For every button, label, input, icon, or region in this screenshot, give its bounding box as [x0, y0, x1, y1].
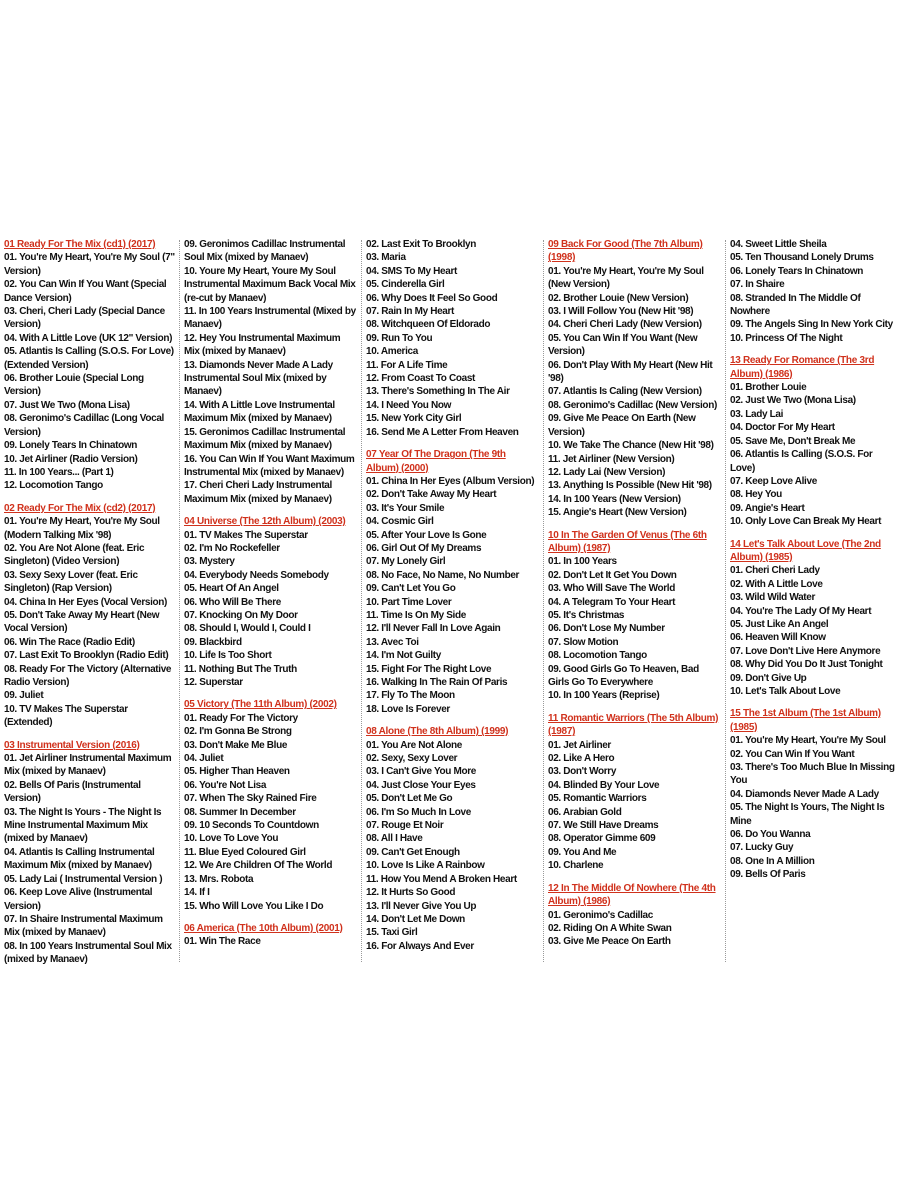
- track-item: 05. Don't Take Away My Heart (New Vocal Version): [4, 609, 160, 635]
- track-item: 06. Brother Louie (Special Long Version): [4, 373, 144, 398]
- track-item: 04. Juliet: [184, 753, 224, 765]
- track-item: 09. Don't Give Up: [730, 672, 807, 684]
- track-item: 10. Love To Love You: [184, 833, 279, 845]
- track-item: 05. Romantic Warriors: [548, 793, 647, 805]
- album-title: 14 Let's Talk About Love (The 2nd Album) (1985): [730, 538, 881, 563]
- track-item: 11. Blue Eyed Coloured Girl: [184, 846, 306, 858]
- track-item: 01. You're My Heart, You're My Soul: [730, 735, 886, 747]
- column-divider: [543, 240, 544, 962]
- track-item: 08. Hey You: [730, 489, 782, 501]
- track-item: 08. Locomotion Tango: [548, 650, 647, 662]
- track-item: 07. When The Sky Rained Fire: [184, 793, 317, 805]
- track-item: 14. In 100 Years (New Version): [548, 493, 681, 505]
- track-item: 06. Why Does It Feel So Good: [366, 292, 498, 304]
- album-block: [548, 712, 722, 873]
- track-item: 01. You're My Heart, You're My Soul (Modern Talking Mix '98): [4, 516, 160, 541]
- track-item: 05. Save Me, Don't Break Me: [730, 435, 856, 447]
- track-item: 14. With A Little Love Instrumental Maximum Mix (mixed by Manaev): [184, 399, 335, 425]
- track-item: 02. You Can Win If You Want (Special Dance Version): [4, 279, 167, 304]
- track-item: 02. Last Exit To Brooklyn: [366, 239, 476, 250]
- album-title: 02 Ready For The Mix (cd2) (2017): [4, 502, 156, 514]
- track-item: 02. With A Little Love: [730, 578, 823, 590]
- track-item: 09. Give Me Peace On Earth (New Version): [548, 413, 696, 438]
- track-item: 09. Angie's Heart: [730, 502, 805, 514]
- track-item: 13. There's Something In The Air: [366, 386, 510, 398]
- track-item: 08. Witchqueen Of Eldorado: [366, 319, 491, 331]
- track-item: 06. Girl Out Of My Dreams: [366, 542, 482, 554]
- track-item: 04. China In Her Eyes (Vocal Version): [4, 596, 168, 608]
- track-item: 17. Fly To The Moon: [366, 690, 455, 702]
- track-item: 09. 10 Seconds To Countdown: [184, 820, 319, 832]
- track-item: 10. Life Is Too Short: [184, 650, 272, 662]
- track-item: 08. Should I, Would I, Could I: [184, 623, 311, 635]
- track-item: 06. Keep Love Alive (Instrumental Version): [4, 887, 153, 912]
- track-item: 03. Don't Worry: [548, 766, 617, 778]
- column-divider: [179, 240, 180, 962]
- album-block: [4, 502, 176, 730]
- track-item: 08. Ready For The Victory (Alternative Radio Version): [4, 663, 172, 688]
- track-item: 13. Mrs. Robota: [184, 873, 254, 885]
- track-item: 09. Lonely Tears In Chinatown: [4, 440, 138, 452]
- track-item: 02. Bells Of Paris (Instrumental Version): [4, 779, 141, 805]
- track-item: 11. In 100 Years... (Part 1): [4, 466, 114, 478]
- track-item: 03. Maria: [366, 252, 406, 264]
- track-item: 08. Geronimo's Cadillac (New Version): [548, 399, 717, 411]
- album-block: [184, 698, 356, 913]
- album-block: [366, 448, 538, 716]
- track-item: 01. Geronimo's Cadillac: [548, 909, 653, 921]
- album-block: [730, 238, 898, 345]
- track-item: 12. From Coast To Coast: [366, 373, 476, 385]
- track-item: 02. Like A Hero: [548, 753, 615, 765]
- track-item: 01. You Are Not Alone: [366, 739, 462, 751]
- track-item: 06. I'm So Much In Love: [366, 806, 471, 818]
- track-item: 06. Arabian Gold: [548, 806, 622, 818]
- track-item: 18. Love Is Forever: [366, 703, 450, 715]
- album-title: 10 In The Garden Of Venus (The 6th Album) (1987): [548, 529, 707, 554]
- track-item: 07. Rouge Et Noir: [366, 820, 444, 832]
- track-item: 09. Can't Let You Go: [366, 583, 456, 595]
- track-item: 10. Only Love Can Break My Heart: [730, 516, 882, 528]
- column-2: [184, 238, 356, 968]
- track-item: 07. Rain In My Heart: [366, 306, 455, 318]
- track-item: 11. In 100 Years Instrumental (Mixed by Manaev): [184, 306, 356, 331]
- track-item: 04. Diamonds Never Made A Lady: [730, 788, 879, 800]
- track-item: 07. Knocking On My Door: [184, 609, 298, 621]
- track-item: 07. Love Don't Live Here Anymore: [730, 645, 881, 657]
- track-item: 12. Hey You Instrumental Maximum Mix (mixed by Manaev): [184, 332, 341, 358]
- track-item: 01. Ready For The Victory: [184, 712, 298, 724]
- track-item: 16. Send Me A Letter From Heaven: [366, 426, 519, 438]
- track-item: 04. SMS To My Heart: [366, 265, 457, 277]
- track-item: 15. New York City Girl: [366, 413, 462, 425]
- column-3: [366, 238, 538, 968]
- track-item: 03. There's Too Much Blue In Missing You: [730, 762, 895, 787]
- track-item: 09. Bells Of Paris: [730, 869, 806, 881]
- track-item: 05. You Can Win If You Want (New Version): [548, 332, 698, 358]
- track-item: 16. You Can Win If You Want Maximum Instrumental Mix (mixed by Manaev): [184, 453, 355, 478]
- track-item: 07. Just We Two (Mona Lisa): [4, 399, 130, 411]
- track-item: 04. Cosmic Girl: [366, 516, 434, 528]
- track-item: 03. Wild Wild Water: [730, 592, 816, 604]
- track-item: 08. All I Have: [366, 833, 423, 845]
- track-item: 07. Slow Motion: [548, 636, 619, 648]
- track-item: 06. Don't Lose My Number: [548, 623, 665, 635]
- track-item: 11. Time Is On My Side: [366, 609, 466, 621]
- track-item: 15. Geronimos Cadillac Instrumental Maximum Mix (mixed by Manaev): [184, 426, 346, 452]
- track-item: 14. I Need You Now: [366, 399, 452, 411]
- track-item: 12. Lady Lai (New Version): [548, 466, 666, 478]
- track-item: 14. Don't Let Me Down: [366, 913, 465, 925]
- track-item: 04. Just Close Your Eyes: [366, 779, 476, 791]
- track-item: 04. With A Little Love (UK 12" Version): [4, 332, 173, 344]
- track-item: 06. Who Will Be There: [184, 596, 282, 608]
- album-block: [548, 238, 722, 520]
- track-item: 13. Avec Toi: [366, 636, 419, 648]
- track-item: 05. It's Christmas: [548, 609, 625, 621]
- track-item: 10. Charlene: [548, 860, 604, 872]
- track-item: 10. We Take The Chance (New Hit '98): [548, 440, 714, 452]
- album-block: [366, 238, 538, 439]
- track-item: 02. I'm No Rockefeller: [184, 542, 280, 554]
- track-item: 04. You're The Lady Of My Heart: [730, 605, 872, 617]
- track-item: 03. Don't Make Me Blue: [184, 739, 288, 751]
- track-item: 04. Cheri Cheri Lady (New Version): [548, 319, 702, 331]
- column-divider: [725, 240, 726, 962]
- track-item: 05. Just Like An Angel: [730, 618, 829, 630]
- track-item: 06. Atlantis Is Calling (S.O.S. For Love): [730, 449, 873, 474]
- track-item: 14. If I: [184, 887, 210, 899]
- track-item: 01. Brother Louie: [730, 382, 807, 394]
- track-item: 01. You're My Heart, You're My Soul (New Version): [548, 265, 704, 291]
- track-item: 07. Last Exit To Brooklyn (Radio Edit): [4, 650, 169, 662]
- track-item: 08. No Face, No Name, No Number: [366, 569, 520, 581]
- track-item: 12. Superstar: [184, 677, 243, 688]
- track-item: 13. I'll Never Give You Up: [366, 900, 477, 912]
- track-item: 06. Win The Race (Radio Edit): [4, 636, 135, 648]
- track-item: 02. Just We Two (Mona Lisa): [730, 395, 856, 407]
- track-item: 03. Give Me Peace On Earth: [548, 936, 671, 948]
- track-item: 02. Don't Take Away My Heart: [366, 489, 497, 501]
- track-item: 04. Blinded By Your Love: [548, 779, 660, 791]
- track-item: 06. You're Not Lisa: [184, 779, 267, 791]
- album-title: 05 Victory (The 11th Album) (2002): [184, 699, 337, 711]
- track-item: 03. Mystery: [184, 556, 235, 568]
- track-item: 10. Princess Of The Night: [730, 332, 843, 344]
- track-item: 09. The Angels Sing In New York City: [730, 319, 893, 331]
- track-item: 07. In Shaire: [730, 279, 785, 291]
- album-block: [548, 882, 722, 949]
- track-item: 05. Higher Than Heaven: [184, 766, 290, 778]
- track-item: 05. After Your Love Is Gone: [366, 529, 487, 541]
- track-item: 12. We Are Children Of The World: [184, 860, 333, 872]
- column-5: [730, 238, 898, 968]
- track-item: 06. Lonely Tears In Chinatown: [730, 265, 864, 277]
- track-item: 03. Cheri, Cheri Lady (Special Dance Version): [4, 306, 165, 331]
- track-item: 05. Lady Lai ( Instrumental Version ): [4, 873, 163, 885]
- track-item: 03. Lady Lai: [730, 408, 784, 420]
- track-item: 02. I'm Gonna Be Strong: [184, 726, 292, 738]
- track-item: 03. I Will Follow You (New Hit '98): [548, 306, 694, 318]
- track-item: 05. The Night Is Yours, The Night Is Mine: [730, 802, 885, 827]
- album-title: 07 Year Of The Dragon (The 9th Album) (2000): [366, 449, 506, 474]
- track-item: 12. I'll Never Fall In Love Again: [366, 623, 501, 635]
- track-item: 05. Ten Thousand Lonely Drums: [730, 252, 874, 264]
- track-item: 02. You Can Win If You Want: [730, 748, 855, 760]
- track-item: 09. Juliet: [4, 690, 44, 702]
- album-block: [4, 238, 176, 493]
- track-item: 05. Atlantis Is Calling (S.O.S. For Love) (Extended Version): [4, 346, 174, 371]
- track-item: 10. Let's Talk About Love: [730, 686, 841, 697]
- track-item: 10. Jet Airliner (Radio Version): [4, 453, 138, 465]
- track-item: 09. Good Girls Go To Heaven, Bad Girls Go To Everywhere: [548, 663, 699, 688]
- album-block: [366, 725, 538, 953]
- album-title: 04 Universe (The 12th Album) (2003): [184, 516, 346, 528]
- track-item: 16. For Always And Ever: [366, 940, 474, 952]
- album-title: 03 Instrumental Version (2016): [4, 739, 140, 751]
- track-item: 16. Walking In The Rain Of Paris: [366, 677, 508, 688]
- track-item: 08. Summer In December: [184, 806, 296, 818]
- track-item: 08. Why Did You Do It Just Tonight: [730, 659, 883, 671]
- track-item: 09. You And Me: [548, 846, 617, 858]
- track-item: 03. I Can't Give You More: [366, 766, 476, 778]
- track-item: 01. China In Her Eyes (Album Version): [366, 475, 535, 487]
- track-item: 10. Youre My Heart, Youre My Soul Instrumental Maximum Back Vocal Mix (re-cut by Manaev): [184, 265, 356, 304]
- track-item: 04. Everybody Needs Somebody: [184, 569, 329, 581]
- track-item: 04. Atlantis Is Calling Instrumental Maximum Mix (mixed by Manaev): [4, 846, 155, 872]
- track-item: 10. In 100 Years (Reprise): [548, 690, 660, 702]
- column-1: [4, 238, 176, 968]
- album-block: [184, 922, 356, 949]
- track-item: 11. Nothing But The Truth: [184, 663, 297, 675]
- album-title: 15 The 1st Album (The 1st Album) (1985): [730, 708, 881, 733]
- track-item: 03. The Night Is Yours - The Night Is Mine Instrumental Maximum Mix (mixed by Manaev): [4, 806, 162, 845]
- track-item: 02. Riding On A White Swan: [548, 922, 672, 934]
- album-block: [4, 739, 176, 967]
- column-divider: [361, 240, 362, 962]
- album-block: [184, 515, 356, 689]
- track-item: 09. Blackbird: [184, 636, 242, 648]
- track-item: 12. Locomotion Tango: [4, 480, 103, 492]
- album-title: 12 In The Middle Of Nowhere (The 4th Album) (1986): [548, 882, 716, 908]
- track-item: 02. You Are Not Alone (feat. Eric Singleton) (Video Version): [4, 542, 145, 568]
- track-item: 13. Anything Is Possible (New Hit '98): [548, 480, 712, 492]
- track-item: 06. Don't Play With My Heart (New Hit '98): [548, 359, 713, 385]
- track-item: 10. America: [366, 346, 418, 358]
- track-item: 08. In 100 Years Instrumental Soul Mix (mixed by Manaev): [4, 940, 172, 966]
- album-block: [730, 538, 898, 699]
- track-item: 09. Run To You: [366, 332, 433, 344]
- track-item: 15. Who Will Love You Like I Do: [184, 900, 324, 912]
- track-item: 02. Don't Let It Get You Down: [548, 569, 677, 581]
- track-item: 01. Jet Airliner: [548, 739, 611, 751]
- track-item: 07. We Still Have Dreams: [548, 820, 659, 832]
- track-item: 03. Who Will Save The World: [548, 583, 675, 595]
- track-item: 02. Sexy, Sexy Lover: [366, 753, 458, 765]
- track-item: 17. Cheri Cheri Lady Instrumental Maximum Mix (mixed by Manaev): [184, 480, 332, 505]
- track-item: 07. Atlantis Is Caling (New Version): [548, 386, 702, 398]
- track-item: 01. TV Makes The Superstar: [184, 529, 308, 541]
- track-item: 05. Heart Of An Angel: [184, 583, 279, 595]
- album-block: [730, 707, 898, 881]
- track-item: 10. TV Makes The Superstar (Extended): [4, 703, 128, 729]
- track-item: 06. Do You Wanna: [730, 829, 811, 841]
- album-title: 09 Back For Good (The 7th Album) (1998): [548, 239, 703, 264]
- track-item: 10. Love Is Like A Rainbow: [366, 860, 485, 872]
- track-item: 08. One In A Million: [730, 855, 815, 867]
- track-item: 15. Fight For The Right Love: [366, 663, 492, 675]
- album-title: 06 America (The 10th Album) (2001): [184, 922, 343, 934]
- album-block: [548, 529, 722, 703]
- tracklist-sheet: [0, 238, 900, 968]
- track-item: 12. It Hurts So Good: [366, 887, 456, 899]
- track-item: 15. Angie's Heart (New Version): [548, 507, 687, 519]
- track-item: 03. It's Your Smile: [366, 502, 445, 514]
- track-item: 07. Keep Love Alive: [730, 475, 817, 487]
- track-item: 01. Cheri Cheri Lady: [730, 565, 820, 577]
- album-title: 01 Ready For The Mix (cd1) (2017): [4, 239, 156, 250]
- album-title: 11 Romantic Warriors (The 5th Album) (1987): [548, 712, 719, 738]
- track-item: 07. My Lonely Girl: [366, 556, 446, 568]
- track-item: 14. I'm Not Guilty: [366, 650, 441, 662]
- track-item: 13. Diamonds Never Made A Lady Instrumental Soul Mix (mixed by Manaev): [184, 359, 333, 398]
- album-block: [730, 354, 898, 528]
- track-item: 02. Brother Louie (New Version): [548, 292, 689, 304]
- track-item: 04. Doctor For My Heart: [730, 422, 835, 434]
- track-item: 01. You're My Heart, You're My Soul (7" Version): [4, 252, 175, 277]
- track-item: 03. Sexy Sexy Lover (feat. Eric Singleton) (Rap Version): [4, 569, 138, 595]
- album-title: 13 Ready For Romance (The 3rd Album) (1986): [730, 355, 875, 380]
- track-item: 01. In 100 Years: [548, 556, 617, 568]
- track-item: 05. Don't Let Me Go: [366, 793, 453, 805]
- track-item: 05. Cinderella Girl: [366, 279, 445, 291]
- track-item: 07. Lucky Guy: [730, 842, 794, 854]
- track-item: 06. Heaven Will Know: [730, 632, 826, 644]
- track-item: 08. Stranded In The Middle Of Nowhere: [730, 292, 861, 318]
- track-item: 11. Jet Airliner (New Version): [548, 453, 675, 465]
- column-4: [548, 238, 722, 968]
- track-item: 01. Win The Race: [184, 936, 261, 948]
- track-item: 08. Operator Gimme 609: [548, 833, 656, 845]
- track-item: 01. Jet Airliner Instrumental Maximum Mix (mixed by Manaev): [4, 753, 172, 778]
- track-item: 15. Taxi Girl: [366, 927, 418, 939]
- album-block: [184, 238, 356, 506]
- track-item: 04. Sweet Little Sheila: [730, 239, 827, 250]
- track-item: 08. Geronimo's Cadillac (Long Vocal Version): [4, 413, 164, 438]
- track-item: 11. How You Mend A Broken Heart: [366, 873, 517, 885]
- track-item: 11. For A Life Time: [366, 359, 448, 371]
- album-title: 08 Alone (The 8th Album) (1999): [366, 726, 509, 738]
- track-item: 10. Part Time Lover: [366, 596, 452, 608]
- track-item: 04. A Telegram To Your Heart: [548, 596, 676, 608]
- track-item: 09. Geronimos Cadillac Instrumental Soul Mix (mixed by Manaev): [184, 239, 346, 264]
- track-item: 07. In Shaire Instrumental Maximum Mix (mixed by Manaev): [4, 913, 163, 939]
- track-item: 09. Can't Get Enough: [366, 846, 460, 858]
